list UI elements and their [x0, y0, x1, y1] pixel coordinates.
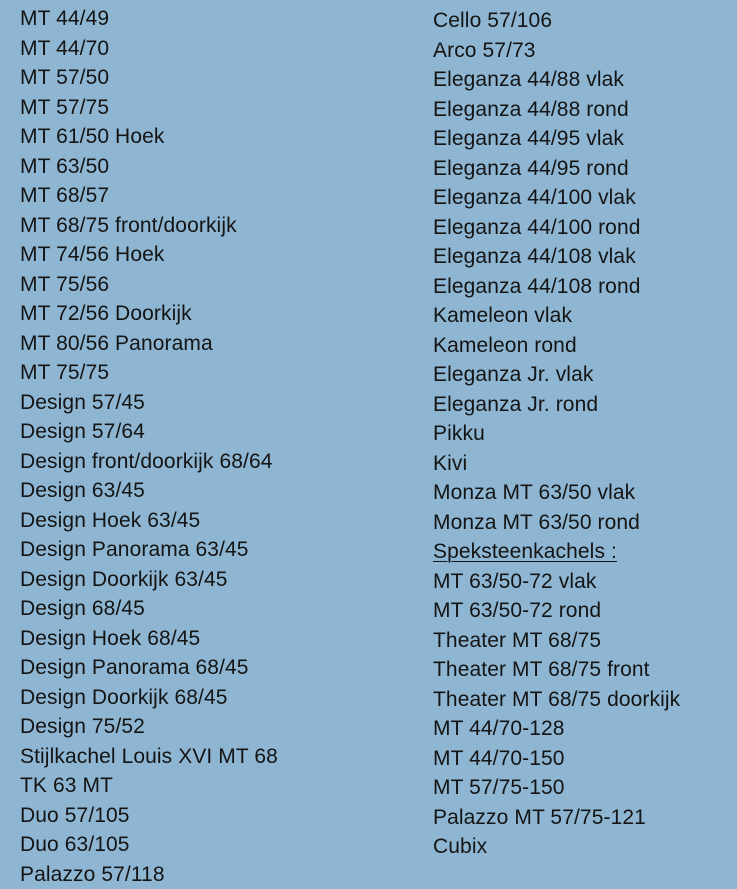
list-item: MT 44/49	[20, 4, 278, 34]
left-column-list	[20, 4, 278, 889]
list-item: Cubix	[433, 832, 680, 862]
list-item: Cello 57/106	[433, 6, 680, 36]
list-item: Palazzo 57/118	[20, 860, 278, 889]
list-item: Monza MT 63/50 rond	[433, 508, 680, 538]
list-item: MT 75/56	[20, 270, 278, 300]
list-item: Arco 57/73	[433, 36, 680, 66]
list-item: Design 68/45	[20, 594, 278, 624]
list-item: MT 80/56 Panorama	[20, 329, 278, 359]
list-item: Design 57/45	[20, 388, 278, 418]
list-item: Design Panorama 68/45	[20, 653, 278, 683]
list-item: Eleganza 44/95 rond	[433, 154, 680, 184]
right-column-list	[433, 6, 680, 862]
list-item: Design front/doorkijk 68/64	[20, 447, 278, 477]
list-item: Eleganza 44/108 rond	[433, 272, 680, 302]
list-item: MT 74/56 Hoek	[20, 240, 278, 270]
list-item: Design 63/45	[20, 476, 278, 506]
list-item: MT 44/70-128	[433, 714, 680, 744]
list-item: MT 68/57	[20, 181, 278, 211]
list-item: Design 57/64	[20, 417, 278, 447]
list-item: Kameleon vlak	[433, 301, 680, 331]
list-item: MT 68/75 front/doorkijk	[20, 211, 278, 241]
list-item: Palazzo MT 57/75-121	[433, 803, 680, 833]
list-item: Design Hoek 63/45	[20, 506, 278, 536]
list-item: MT 57/75-150	[433, 773, 680, 803]
list-item: MT 44/70-150	[433, 744, 680, 774]
list-item: Eleganza Jr. rond	[433, 390, 680, 420]
list-item: MT 72/56 Doorkijk	[20, 299, 278, 329]
list-item: Kameleon rond	[433, 331, 680, 361]
list-item: MT 44/70	[20, 34, 278, 64]
list-item: Theater MT 68/75 doorkijk	[433, 685, 680, 715]
list-item: Eleganza 44/95 vlak	[433, 124, 680, 154]
list-item: Eleganza 44/108 vlak	[433, 242, 680, 272]
section-heading-speksteenkachels: Speksteenkachels :	[433, 537, 680, 567]
list-item: Eleganza 44/100 vlak	[433, 183, 680, 213]
list-item: Pikku	[433, 419, 680, 449]
list-item: Design Panorama 63/45	[20, 535, 278, 565]
list-item: Theater MT 68/75 front	[433, 655, 680, 685]
list-item: Duo 63/105	[20, 830, 278, 860]
list-item: MT 57/50	[20, 63, 278, 93]
list-item: MT 57/75	[20, 93, 278, 123]
list-item: Theater MT 68/75	[433, 626, 680, 656]
list-item: MT 61/50 Hoek	[20, 122, 278, 152]
list-item: Stijlkachel Louis XVI MT 68	[20, 742, 278, 772]
list-item: Eleganza 44/100 rond	[433, 213, 680, 243]
list-item: TK 63 MT	[20, 771, 278, 801]
list-item: Eleganza 44/88 rond	[433, 95, 680, 125]
list-item: MT 63/50	[20, 152, 278, 182]
list-item: Duo 57/105	[20, 801, 278, 831]
list-item: Eleganza Jr. vlak	[433, 360, 680, 390]
list-item: MT 63/50-72 vlak	[433, 567, 680, 597]
list-item: MT 63/50-72 rond	[433, 596, 680, 626]
list-item: Design Doorkijk 68/45	[20, 683, 278, 713]
list-item: Kivi	[433, 449, 680, 479]
list-item: Design Doorkijk 63/45	[20, 565, 278, 595]
list-item: Design 75/52	[20, 712, 278, 742]
list-item: Monza MT 63/50 vlak	[433, 478, 680, 508]
list-item: Eleganza 44/88 vlak	[433, 65, 680, 95]
list-item: MT 75/75	[20, 358, 278, 388]
list-item: Design Hoek 68/45	[20, 624, 278, 654]
